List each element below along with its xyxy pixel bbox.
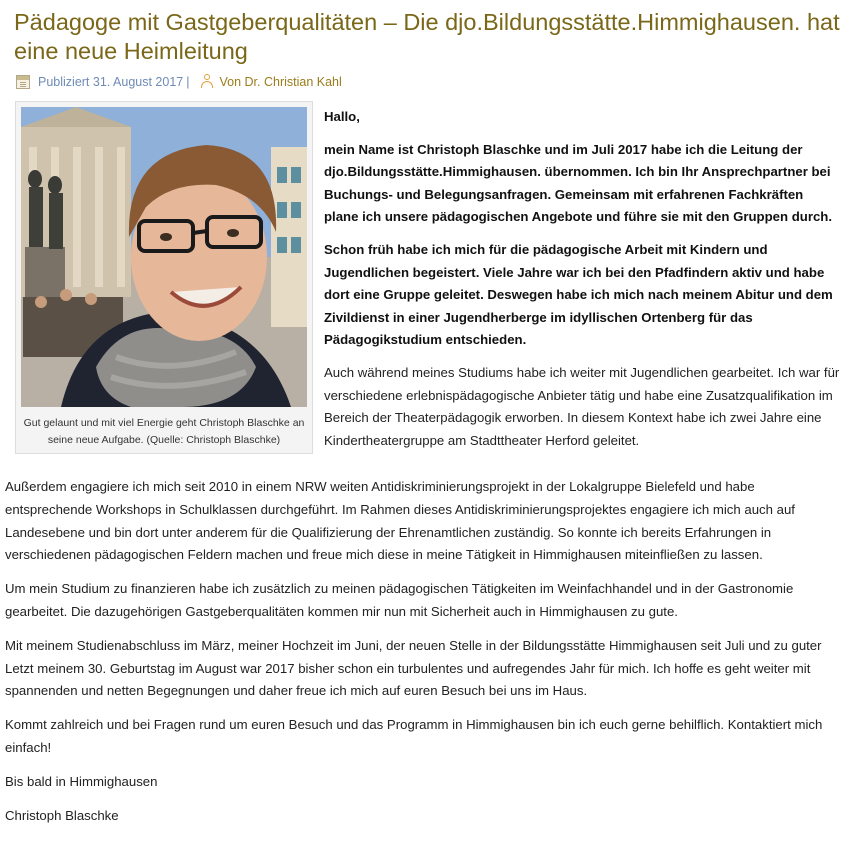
author-link[interactable]: Von Dr. Christian Kahl <box>219 74 342 89</box>
photo-figure <box>15 101 313 454</box>
meta-separator: | <box>186 74 190 89</box>
calendar-icon <box>16 75 30 89</box>
author-icon <box>200 74 214 89</box>
portrait-photo <box>21 107 307 407</box>
closing: Bis bald in Himmighausen <box>5 773 158 789</box>
paragraph-5: Um mein Studium zu finanzieren habe ich zusätzlich zu meinen pädagogischen Tätigkeiten im Weinfachhandel und in der Gastronomie gearbeitet. Die dazugehörigen Gastgeberqualitäten kommen mir nun mit Sicherheit auch in Himmighausen zu gute. <box>5 581 794 619</box>
paragraph-6: Mit meinem Studienabschluss im März, meiner Hochzeit im Juni, der neuen Stelle in der Bildungsstätte Himmighausen seit Juli und zu guter Letzt meinem 30. Geburtstag im August war 2017 bisher schon ein turbulentes und aufregendes Jahr für mich. Ich hoffe es geht weiter mit spannenden und netten Begegnungen und daher freue ich mich auf euren Besuch bei uns im Haus. <box>5 637 822 699</box>
paragraph-intro-1: mein Name ist Christoph Blaschke und im Juli 2017 habe ich die Leitung der djo.Bildungsstätte.Himmighausen. übernommen. Ich bin Ihr Ansprechpartner bei Buchungs- und Belegungsanfragen. Gemeinsam mit erfahrenen Fachkräften plane ich unsere pädagogischen Angebote und führe sie mit den Gruppen durch. <box>324 141 833 225</box>
post-meta <box>16 74 342 89</box>
signature: Christoph Blaschke <box>5 807 119 823</box>
paragraph-7: Kommt zahlreich und bei Fragen rund um euren Besuch und das Programm in Himmighausen bin ich euch gerne behilflich. Kontaktiert mich einfach! <box>5 717 823 755</box>
publish-date[interactable]: Publiziert 31. August 2017 <box>38 74 184 89</box>
paragraph-intro-2: Schon früh habe ich mich für die pädagogische Arbeit mit Kindern und Jugendlichen begeistert. Viele Jahre war ich bei den Pfadfindern aktiv und habe dort eine Gruppe geleitet. Deswegen habe ich mich nach meinem Abitur und dem Zivildienst in einer Jugendherberge im idyllischen Ortenberg für das Pädagogikstudium entschieden. <box>324 241 833 348</box>
paragraph-4: Außerdem engagiere ich mich seit 2010 in einem NRW weiten Antidiskriminierungsprojekt in der Lokalgruppe Bielefeld und habe entsprechende Workshops in Schulklassen durchgeführt. Im Rahmen dieses Antidiskriminierungsprojektes engagiere ich mich auch auf Landesebene und bin dort unter anderem für die Qualifizierung der Ehrenamtlichen zuständig. So konnte ich bereits Erfahrungen in verschiedenen pädagogischen Feldern machen und freue mich diese in meine Tätigkeit in Himmighausen miteinfließen zu lassen. <box>5 479 795 563</box>
paragraph-intro-3: Auch während meines Studiums habe ich weiter mit Jugendlichen gearbeitet. Ich war für verschiedene erlebnispädagogische Anbieter tätig und habe eine Zusatzqualifikation im Bereich der Theaterpädagogik erworben. In diesem Kontext habe ich zwei Jahre eine Kindertheatergruppe am Stadttheater Herford geleitet. <box>324 364 840 448</box>
photo-caption: Gut gelaunt und mit viel Energie geht Christoph Blaschke an seine neue Aufgabe. (Quelle: Christoph Blaschke) <box>23 417 305 446</box>
greeting: Hallo, <box>324 109 360 124</box>
article-title[interactable]: Pädagoge mit Gastgeberqualitäten – Die djo.Bildungsstätte.Himmighausen. hat eine neue Heimleitung <box>14 9 840 64</box>
article-body <box>5 476 840 838</box>
intro-text <box>324 106 840 462</box>
